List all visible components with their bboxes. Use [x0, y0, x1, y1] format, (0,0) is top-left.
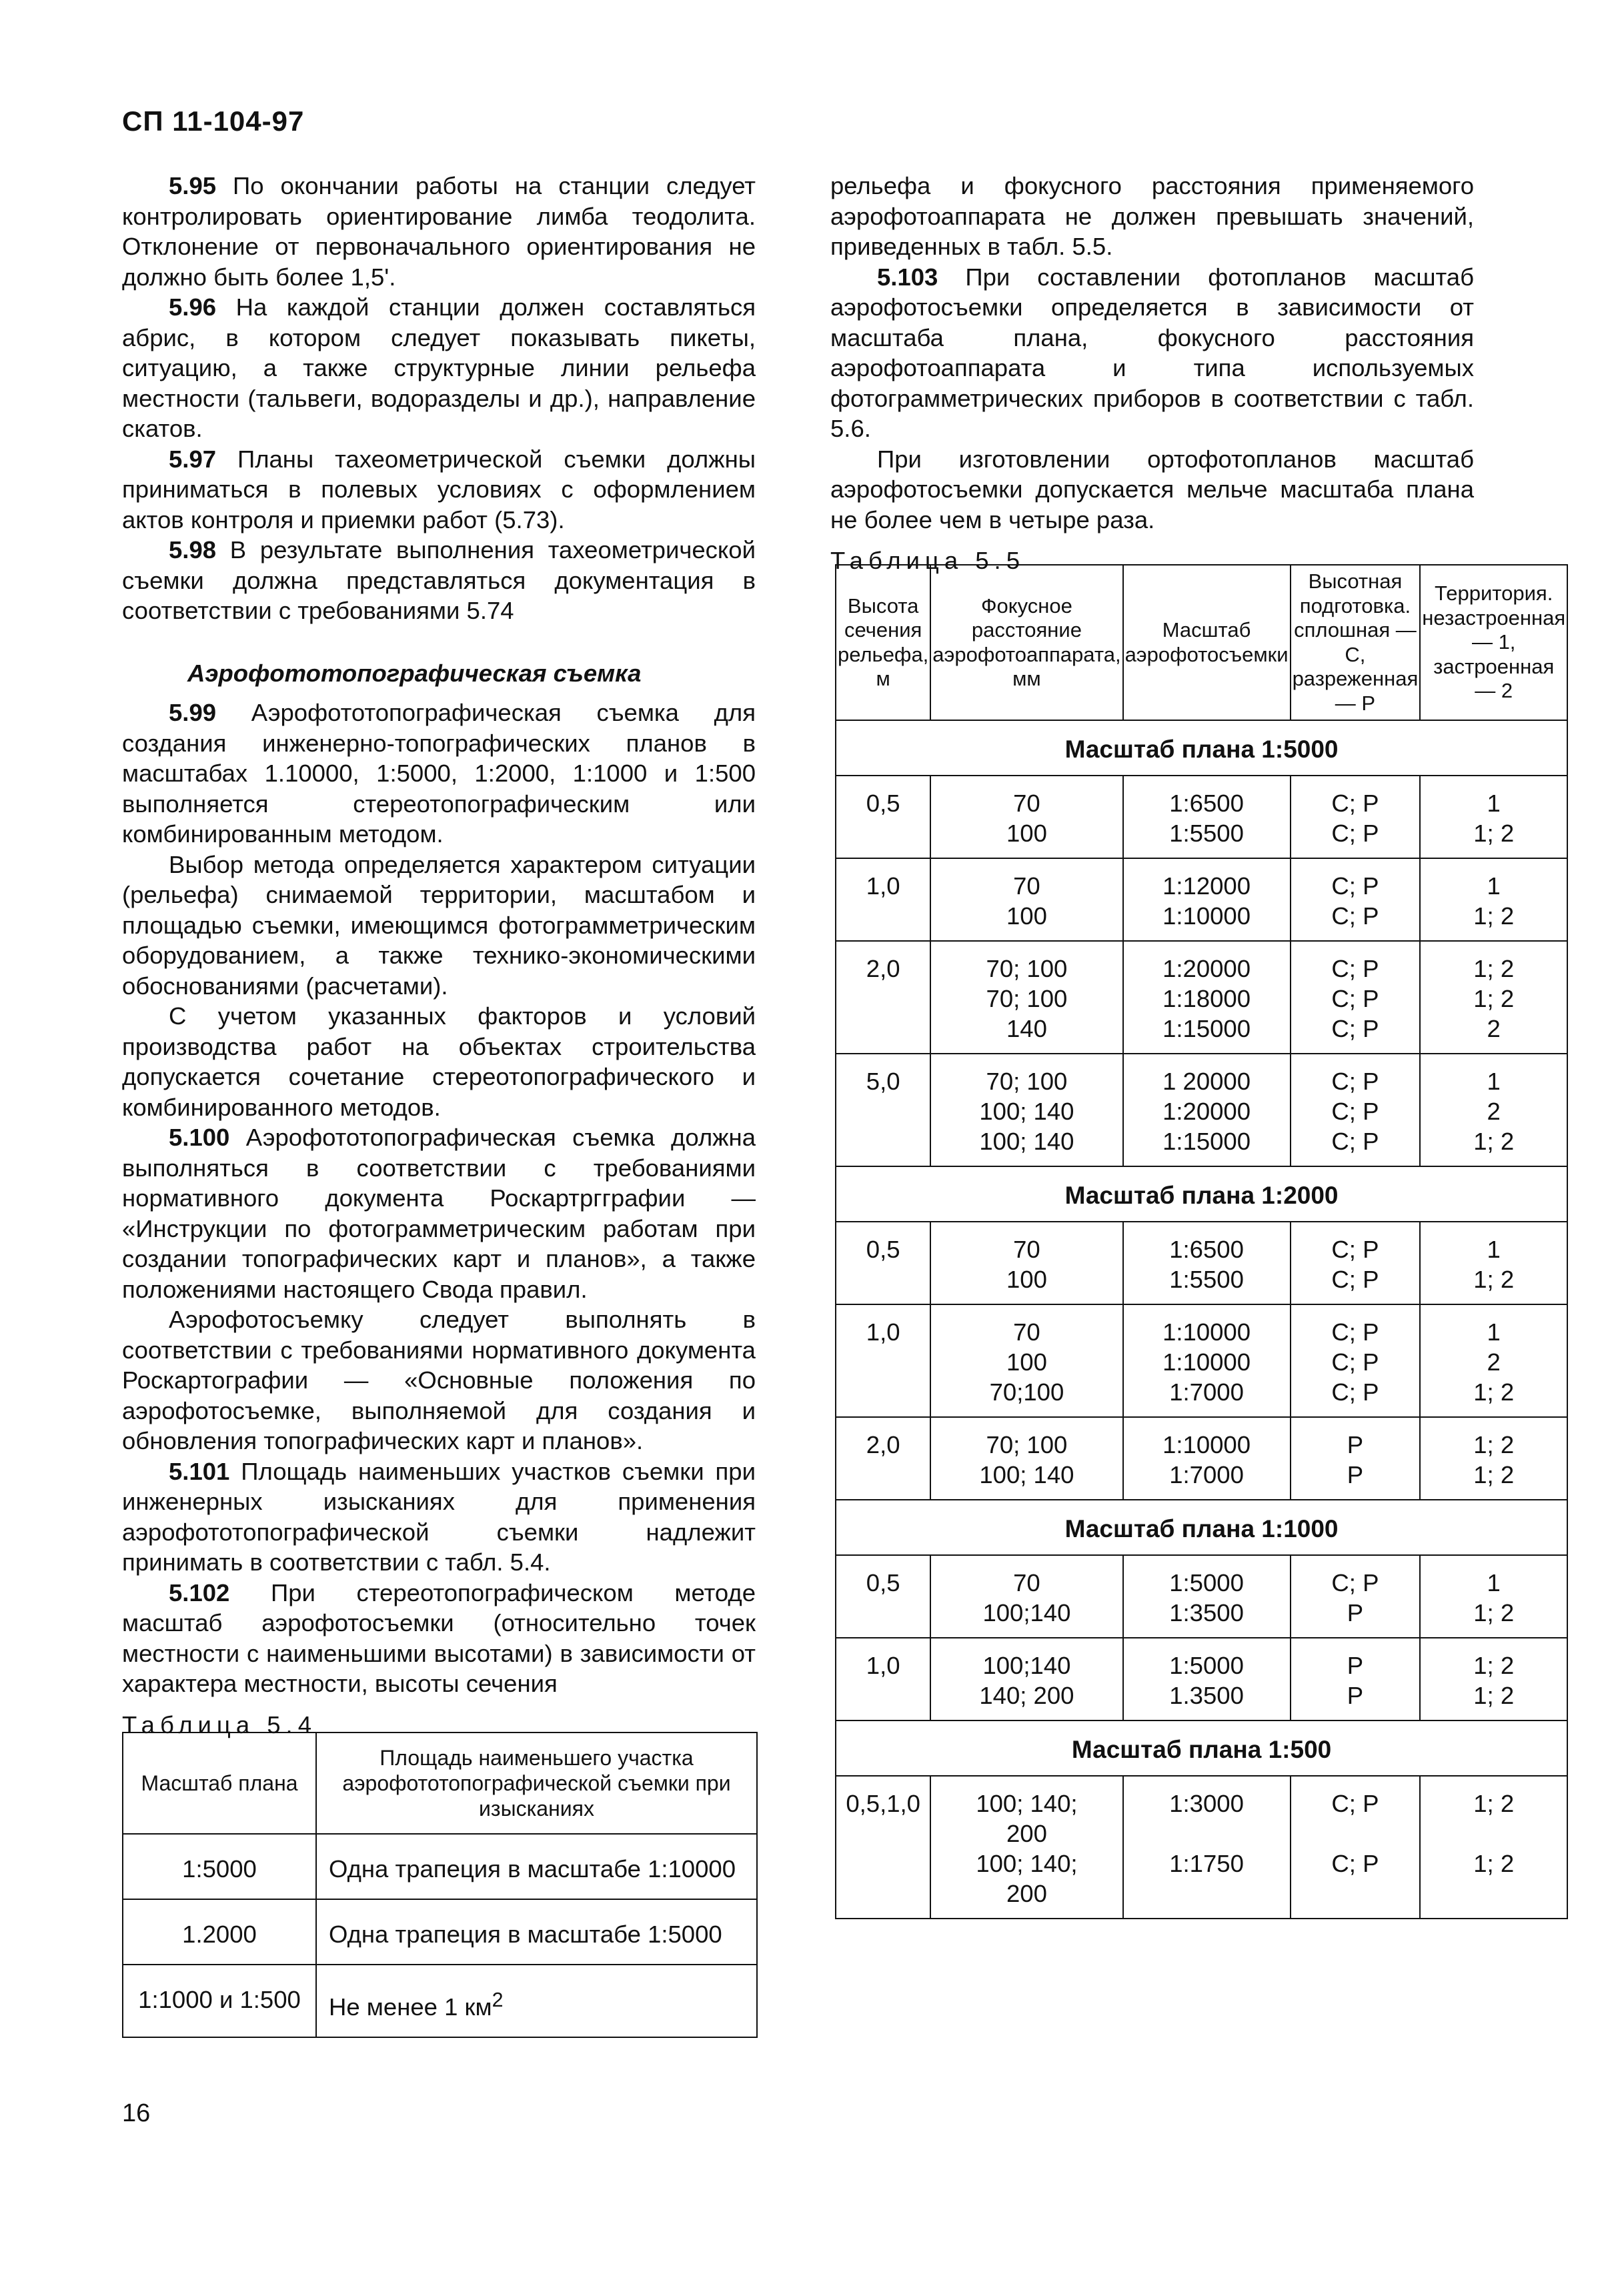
- document-header: СП 11-104-97: [122, 105, 305, 137]
- table-cell: 1,0: [836, 858, 930, 941]
- table-cell: С; Р С; Р: [1291, 1222, 1421, 1304]
- table-cell: 1:6500 1:5500: [1123, 1222, 1291, 1304]
- table-cell: 2,0: [836, 1417, 930, 1500]
- table-row: [123, 1899, 757, 1965]
- table-cell: С; Р С; Р: [1291, 776, 1421, 858]
- table-cell: 70 100 70;100: [930, 1304, 1122, 1417]
- table-cell: 70 100;140: [930, 1555, 1122, 1638]
- table-cell: 1:10000 1:10000 1:7000: [1123, 1304, 1291, 1417]
- table-cell: Р Р: [1291, 1638, 1421, 1720]
- table-cell: 1 1; 2: [1420, 776, 1567, 858]
- paragraph-5-100: 5.100 Аэрофототопографическая съемка должна выполняться в соответствии с требованиями нормативного документа Роскартргграфии — «Инструкции по фотограмметрическим работам при создании топографических карт и планов», а также положениями настоящего Свода правил.: [122, 1124, 756, 1303]
- table-row: [836, 776, 1567, 858]
- table-cell: 1.2000: [123, 1899, 316, 1965]
- table-cell: 1:10000 1:7000: [1123, 1417, 1291, 1500]
- table-cell: 1:5000 1:3500: [1123, 1555, 1291, 1638]
- table-cell: 1; 2 1; 2: [1420, 1776, 1567, 1919]
- paragraph-5-102: 5.102 При стереотопографическом методе масштаб аэрофотосъемки (относительно точек местности с наименьшими высотами) в зависимости от характера местности, высоты сечения: [122, 1578, 756, 1697]
- table-row: [123, 1965, 757, 2037]
- paragraph-continuation: рельефа и фокусного расстояния применяемого аэрофотоаппарата не должен превышать значений, приведенных в табл. 5.5.: [830, 172, 1474, 260]
- table-cell: 1,0: [836, 1304, 930, 1417]
- table-row: [836, 1776, 1567, 1919]
- table-row: [123, 1834, 757, 1899]
- table-5-5-caption: Таблица 5.5: [830, 547, 1025, 574]
- table-cell: 1 20000 1:20000 1:15000: [1123, 1054, 1291, 1166]
- table-cell: С; Р С; Р С; Р: [1291, 941, 1421, 1054]
- table-cell: 100;140 140; 200: [930, 1638, 1122, 1720]
- table-cell: 1 2 1; 2: [1420, 1054, 1567, 1166]
- table-5-5: [835, 564, 1568, 1919]
- section-title: Аэрофототопографическая съемка: [187, 659, 642, 687]
- table-header-cell: Площадь наименьшего участка аэрофототопографической съемки при изысканиях: [316, 1733, 757, 1834]
- table-cell: 1 1; 2: [1420, 858, 1567, 941]
- table-row: [836, 1304, 1567, 1417]
- table-5-4: [122, 1732, 758, 2038]
- table-cell: 5,0: [836, 1054, 930, 1166]
- scale-heading-2000: Масштаб плана 1:2000: [836, 1166, 1567, 1222]
- table-cell: 1:1000 и 1:500: [123, 1965, 316, 2037]
- table-cell: Одна трапеция в масштабе 1:10000: [316, 1834, 757, 1899]
- table-cell: 1; 2 1; 2: [1420, 1417, 1567, 1500]
- page-number: 16: [122, 2099, 151, 2127]
- table-cell: 1,0: [836, 1638, 930, 1720]
- table-cell: 100; 140; 200 100; 140; 200: [930, 1776, 1122, 1919]
- table-row: [836, 1638, 1567, 1720]
- table-header-cell: Масштаб плана: [123, 1733, 316, 1834]
- table-row: [836, 858, 1567, 941]
- table-cell: 70; 100 100; 140 100; 140: [930, 1054, 1122, 1166]
- scale-heading-5000: Масштаб плана 1:5000: [836, 720, 1567, 776]
- superscript: 2: [492, 1989, 504, 2011]
- table-cell: 0,5: [836, 776, 930, 858]
- table-cell: 2,0: [836, 941, 930, 1054]
- table-header-cell: Высота сечения рельефа, м: [836, 565, 930, 720]
- table-cell: 1 2 1; 2: [1420, 1304, 1567, 1417]
- paragraph-5-95: 5.95 По окончании работы на станции следует контролировать ориентирование лимба теодолита. Отклонение от первоначального ориентирования не должно быть более 1,5'.: [122, 172, 756, 291]
- table-cell: Не менее 1 $км^2$: [316, 1965, 757, 2037]
- table-row: [836, 1054, 1567, 1166]
- table-cell: 1:6500 1:5500: [1123, 776, 1291, 858]
- table-cell: 70 100: [930, 858, 1122, 941]
- table-cell: 70 100: [930, 776, 1122, 858]
- table-cell: 1:3000 1:1750: [1123, 1776, 1291, 1919]
- scale-heading-500: Масштаб плана 1:500: [836, 1720, 1567, 1776]
- table-cell: 0,5: [836, 1555, 930, 1638]
- right-column: [830, 171, 1474, 583]
- table-header-cell: Фокусное расстояние аэрофотоаппарата, мм: [930, 565, 1122, 720]
- table-header-cell: Территория. незастроенная — 1, застроенная — 2: [1420, 565, 1567, 720]
- table-cell: 1; 2 1; 2 2: [1420, 941, 1567, 1054]
- table-row: [836, 941, 1567, 1054]
- table-cell: 1:5000 1.3500: [1123, 1638, 1291, 1720]
- table-cell: С; Р С; Р: [1291, 858, 1421, 941]
- table-cell: С; Р С; Р С; Р: [1291, 1054, 1421, 1166]
- table-cell: 0,5,1,0: [836, 1776, 930, 1919]
- table-row: [836, 1417, 1567, 1500]
- paragraph-5-99-c: С учетом указанных факторов и условий производства работ на объектах строительства допускается сочетание стереотопографического и комбинированного методов.: [122, 1002, 756, 1121]
- paragraph-5-98: 5.98 В результате выполнения тахеометрической съемки должна представляться документация в соответствии с требованиями 5.74: [122, 536, 756, 624]
- paragraph-5-100-b: Аэрофотосъемку следует выполнять в соответствии с требованиями нормативного документа Роскартографии — «Основные положения по аэрофотосъемке, выполняемой для создания и обновления топографических карт и планов».: [122, 1306, 756, 1454]
- table-cell: 70; 100 70; 100 140: [930, 941, 1122, 1054]
- table-cell: С; Р С; Р: [1291, 1776, 1421, 1919]
- table-5-4-caption: Таблица 5.4: [122, 1710, 317, 1739]
- table-cell: Одна трапеция в масштабе 1:5000: [316, 1899, 757, 1965]
- left-column: [122, 171, 756, 1747]
- table-row: [836, 1555, 1567, 1638]
- table-header-cell: Масштаб аэрофотосъемки: [1123, 565, 1291, 720]
- table-cell: 1:5000: [123, 1834, 316, 1899]
- table-row: [836, 1222, 1567, 1304]
- table-cell: С; Р С; Р С; Р: [1291, 1304, 1421, 1417]
- table-cell: 1 1; 2: [1420, 1222, 1567, 1304]
- table-cell: С; Р Р: [1291, 1555, 1421, 1638]
- table-cell: 1 1; 2: [1420, 1555, 1567, 1638]
- paragraph-5-97: 5.97 Планы тахеометрической съемки должны приниматься в полевых условиях с оформлением актов контроля и приемки работ (5.73).: [122, 445, 756, 533]
- paragraph-5-101: 5.101 Площадь наименьших участков съемки при инженерных изысканиях для применения аэрофототопографической съемки надлежит принимать в соответствии с табл. 5.4.: [122, 1457, 756, 1576]
- paragraph-5-99-b: Выбор метода определяется характером ситуации (рельефа) снимаемой территории, масштабом и площадью съемки, имеющимся фотограмметрическим оборудованием, а также технико-экономическими обоснованиями (расчетами).: [122, 850, 756, 1000]
- paragraph-5-103-b: При изготовлении ортофотопланов масштаб аэрофотосъемки допускается мельче масштаба плана не более чем в четыре раза.: [830, 445, 1474, 533]
- table-cell: 0,5: [836, 1222, 930, 1304]
- table-header-cell: Высотная подготовка. сплошная — С, разреженная — Р: [1291, 565, 1421, 720]
- table-cell: 1; 2 1; 2: [1420, 1638, 1567, 1720]
- table-cell: Р Р: [1291, 1417, 1421, 1500]
- paragraph-5-99: 5.99 Аэрофототопографическая съемка для создания инженерно-топографических планов в масштабах 1.10000, 1:5000, 1:2000, 1:1000 и 1:500 выполняется стереотопографическим или комбинированным методом.: [122, 699, 756, 848]
- table-cell: 70 100: [930, 1222, 1122, 1304]
- paragraph-5-96: 5.96 На каждой станции должен составляться абрис, в котором следует показывать пикеты, ситуацию, а также структурные линии рельефа местности (тальвеги, водоразделы и др.), направление скатов.: [122, 293, 756, 442]
- table-cell: 70; 100 100; 140: [930, 1417, 1122, 1500]
- scale-heading-1000: Масштаб плана 1:1000: [836, 1500, 1567, 1555]
- paragraph-5-103: 5.103 При составлении фотопланов масштаб аэрофотосъемки определяется в зависимости от масштаба плана, фокусного расстояния аэрофотоаппарата и типа используемых фотограмметрических приборов в соответствии с табл. 5.6.: [830, 263, 1474, 442]
- table-cell: 1:12000 1:10000: [1123, 858, 1291, 941]
- table-cell: 1:20000 1:18000 1:15000: [1123, 941, 1291, 1054]
